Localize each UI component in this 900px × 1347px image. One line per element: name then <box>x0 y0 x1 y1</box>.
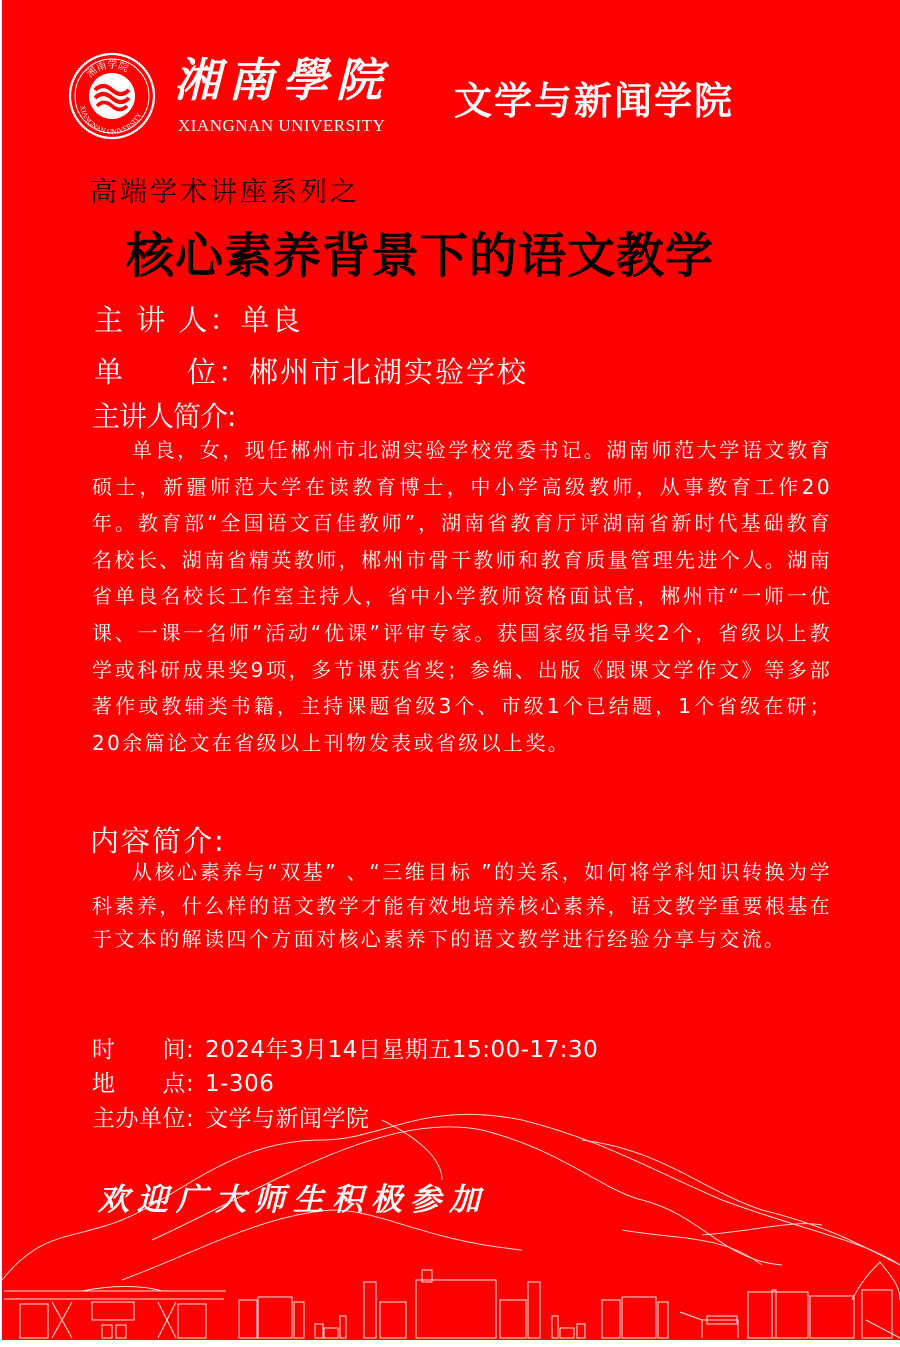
series-title: 高端学术讲座系列之 <box>90 177 360 208</box>
speaker-label: 主 讲 人： <box>94 303 241 337</box>
university-name-en: XIANGNAN UNIVERSITY <box>178 116 386 135</box>
content-heading: 内容简介: <box>90 824 226 858</box>
time-value: 2024年3月14日星期五15:00-17:30 <box>205 1037 599 1063</box>
speaker-name: 单良 <box>240 303 303 337</box>
time-line <box>92 1034 598 1066</box>
unit-label: 单 位： <box>94 355 250 389</box>
host-label: 主办单位: <box>92 1106 195 1132</box>
place-value: 1-306 <box>205 1071 275 1097</box>
content-text: 从核心素养与“双基” 、“三维目标 ”的关系，如何将学科知识转换为学科素养，什么样的语文教学才能有效地培养核心素养，语文教学重要根基在于文本的解读四个方面对核心素养下的语文教学进行经验分享与交流。 <box>92 860 832 952</box>
host-value: 文学与新闻学院 <box>205 1106 370 1132</box>
svg-text:XIANGNAN UNIVERSITY: XIANGNAN UNIVERSITY <box>78 104 144 137</box>
svg-text:湘南学院: 湘南学院 <box>84 59 130 81</box>
time-label: 时 间: <box>92 1037 195 1063</box>
lecture-poster <box>2 0 900 1340</box>
bio-text: 单良，女，现任郴州市北湖实验学校党委书记。湖南师范大学语文教育硕士，新疆师范大学在读教育博士，中小学高级教师，从事教育工作20年。教育部“全国语文百佳教师”，湖南省教育厅评湖南省新时代基础教育名校长、湖南省精英教师，郴州市骨干教师和教育质量管理先进个人。湖南省单良名校长工作室主持人，省中小学教师资格面试官，郴州市“一师一优课、一课一名师”活动“优课”评审专家。获国家级指导奖2个，省级以上教学或科研成果奖9项，多节课获省奖；参编、出版《跟课文学作文》等多部著作或教辅类书籍，主持课题省级3个、市级1个已结题，1个省级在研；20余篇论文在省级以上刊物发表或省级以上奖。 <box>92 438 832 755</box>
speaker-line <box>94 302 302 338</box>
place-label: 地 点: <box>92 1071 195 1097</box>
unit-value: 郴州市北湖实验学校 <box>249 355 529 389</box>
welcome-slogan: 欢迎广大师生积极参加 <box>98 1182 488 1218</box>
bio-heading: 主讲人简介: <box>92 400 236 433</box>
college-name: 文学与新闻学院 <box>454 78 735 123</box>
xiangnan-university-seal-icon <box>68 52 156 140</box>
lecture-title: 核心素养背景下的语文教学 <box>126 228 715 284</box>
unit-line <box>94 354 528 390</box>
university-name-cn: 湘南學院 <box>174 53 390 107</box>
